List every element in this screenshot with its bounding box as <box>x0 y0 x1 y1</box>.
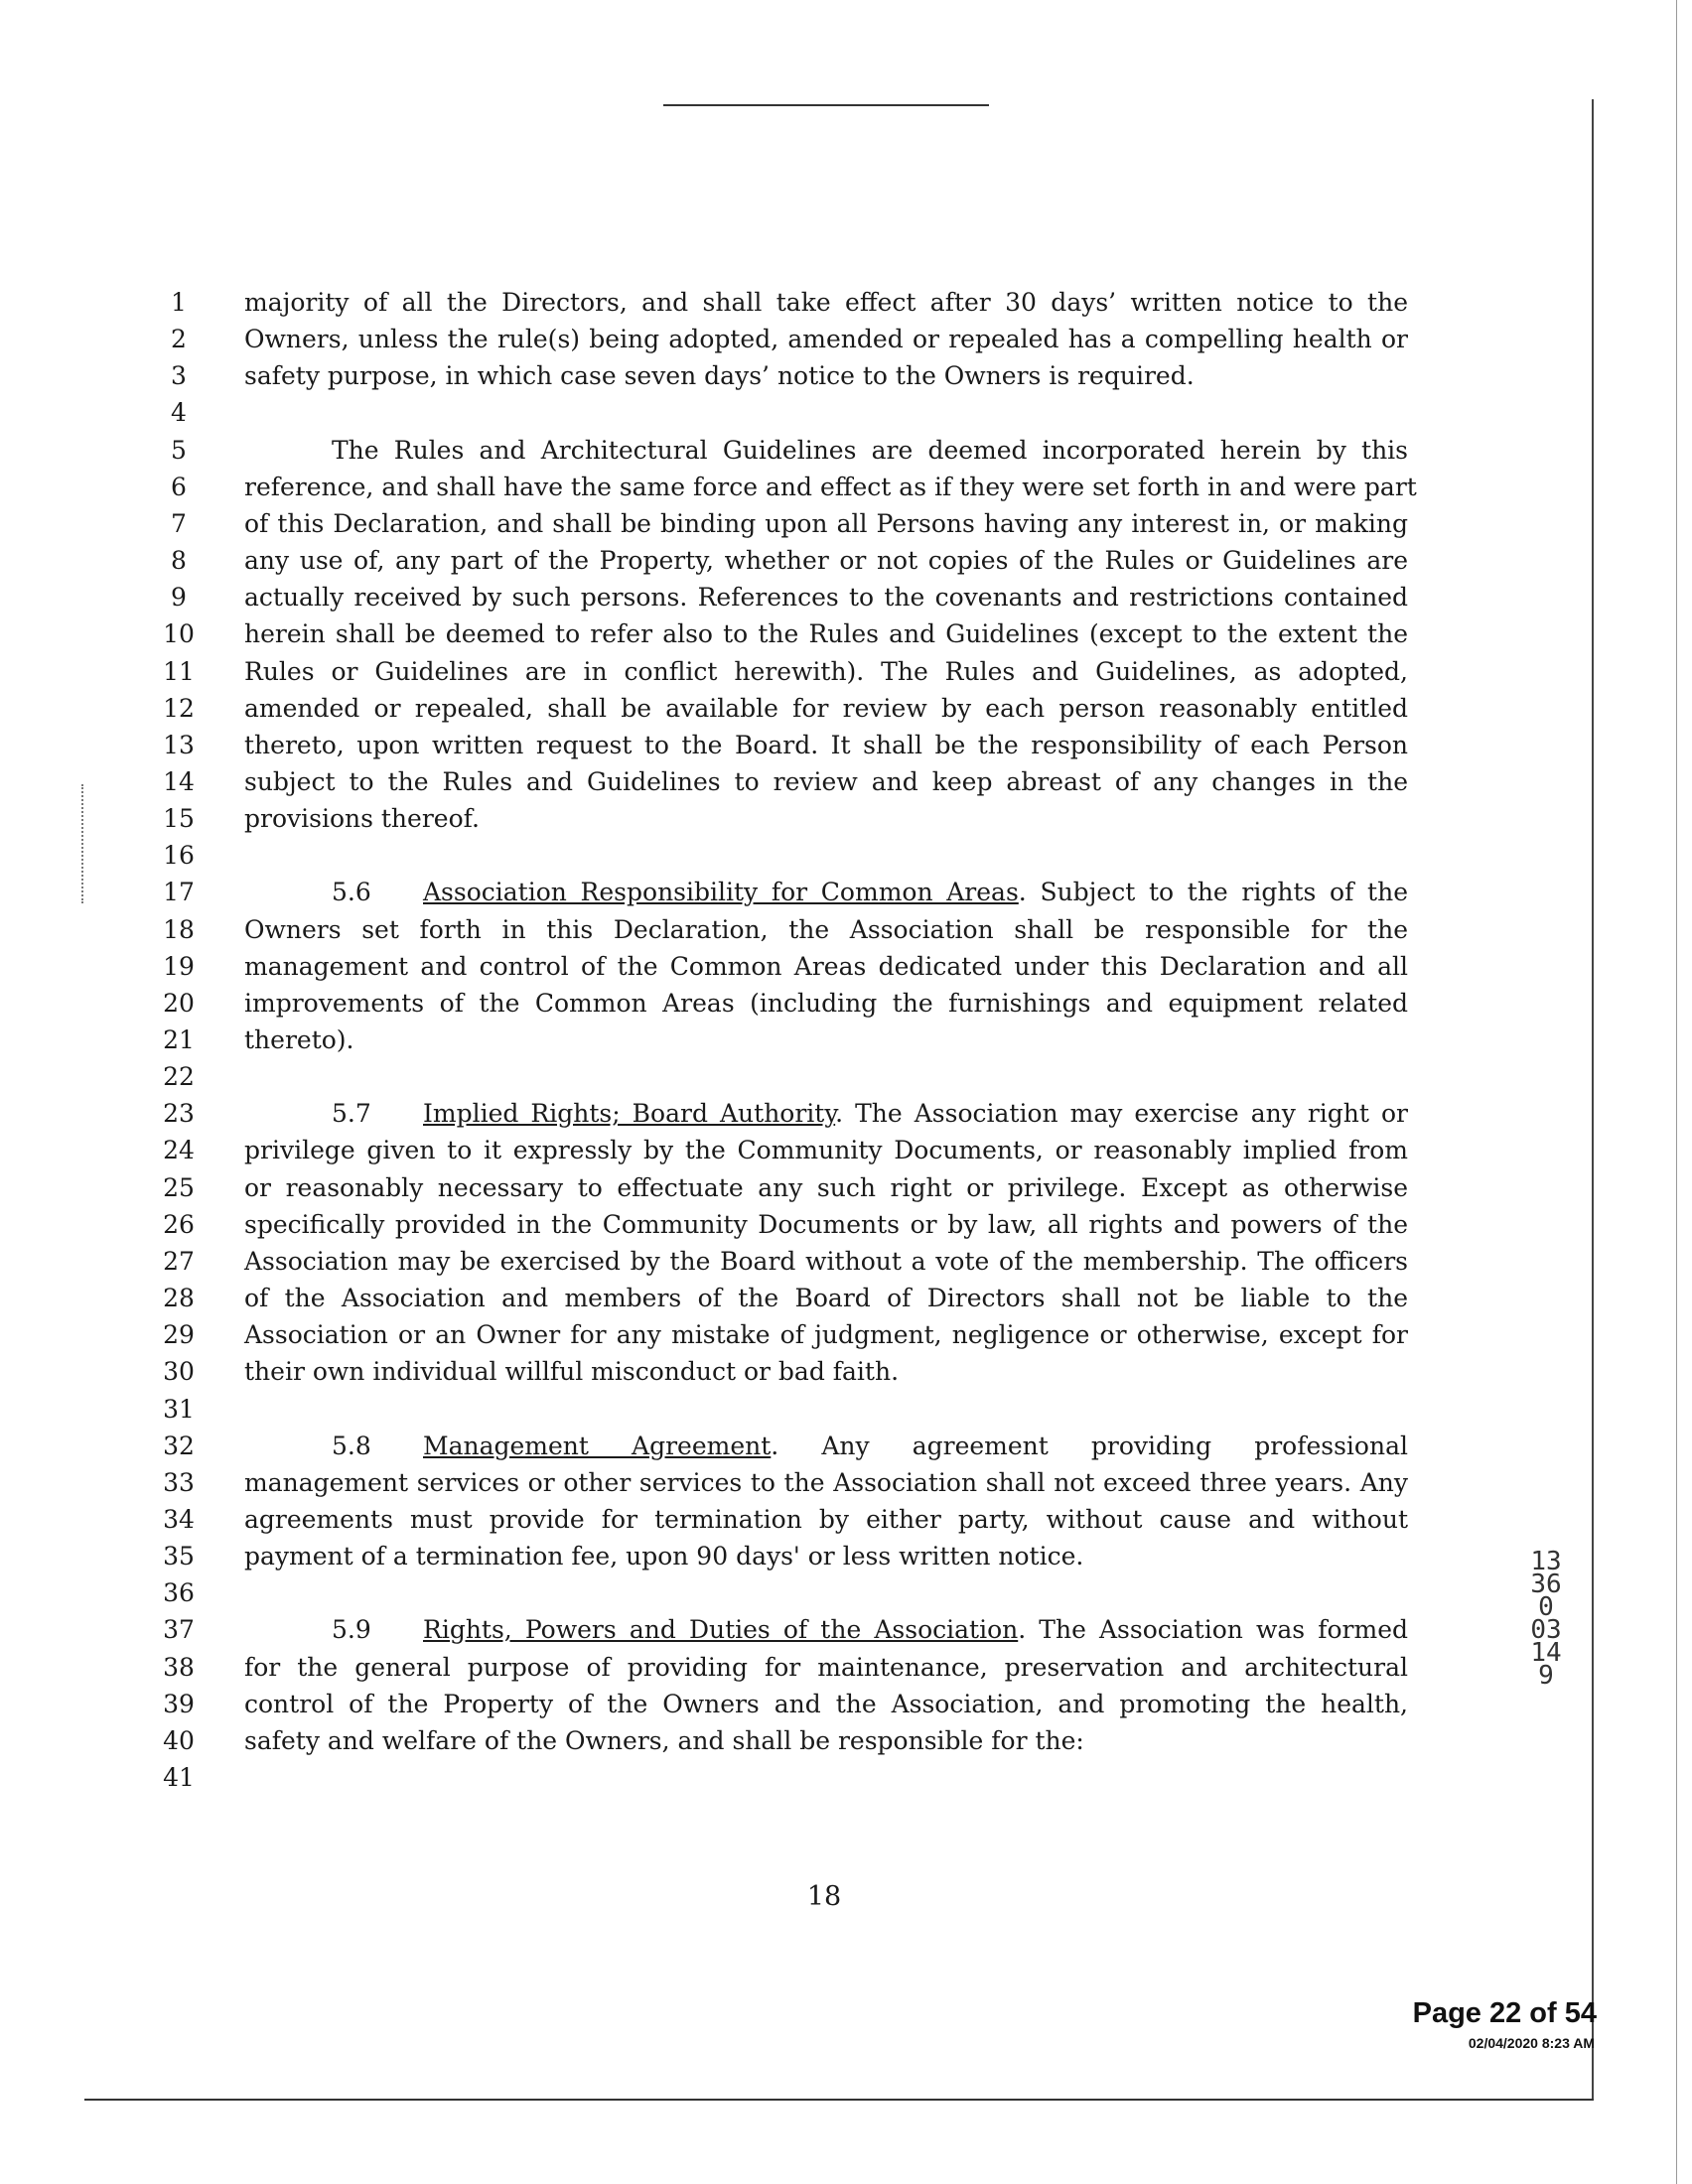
line-number: 20 <box>163 989 195 1018</box>
section-text: . The Association may exercise any right or <box>835 1099 1408 1128</box>
text-line: majority of all the Directors, and shall take effect after 30 days’ written notice to the <box>244 288 1408 317</box>
line-number: 35 <box>163 1542 195 1570</box>
line-number: 11 <box>163 657 195 686</box>
line-number: 1 <box>171 288 187 317</box>
line-number: 28 <box>163 1284 195 1312</box>
page-number: 18 <box>806 1881 842 1912</box>
line-number: 32 <box>163 1432 195 1460</box>
text-line: The Rules and Architectural Guidelines are deemed incorporated herein by this <box>332 436 1408 465</box>
section-number: 5.6 <box>332 878 371 906</box>
line-number: 17 <box>163 878 195 906</box>
line-number: 2 <box>171 325 187 353</box>
section-text: . Any agreement providing professional <box>771 1432 1408 1460</box>
text-line: improvements of the Common Areas (including the furnishings and equipment related <box>244 989 1408 1018</box>
line-number: 26 <box>163 1210 195 1239</box>
text-line: management and control of the Common Areas dedicated under this Declaration and all <box>244 952 1408 981</box>
text-line: control of the Property of the Owners and the Association, and promoting the health, <box>244 1690 1408 1718</box>
line-number: 7 <box>171 509 187 538</box>
text-line: agreements must provide for termination by either party, without cause and without <box>244 1505 1408 1534</box>
page-count-label: Page 22 of 54 <box>1412 1997 1597 2029</box>
recording-stamp: 13360 03149 <box>1530 1547 1562 1691</box>
text-line: of the Association and members of the Board of Directors shall not be liable to the <box>244 1284 1408 1312</box>
line-number: 31 <box>163 1395 195 1424</box>
text-line: safety and welfare of the Owners, and shall be responsible for the: <box>244 1726 1084 1755</box>
line-number: 18 <box>163 915 195 944</box>
section-heading-line <box>244 1428 1408 1464</box>
text-line: thereto). <box>244 1025 354 1054</box>
text-line: Rules or Guidelines are in conflict herewith). The Rules and Guidelines, as adopted, <box>244 657 1408 686</box>
line-number: 16 <box>163 841 195 870</box>
text-line: Owners set forth in this Declaration, the Association shall be responsible for the <box>244 915 1408 944</box>
text-line: reference, and shall have the same force and effect as if they were set forth in and were part <box>244 473 1417 501</box>
section-title: Rights, Powers and Duties of the Association <box>423 1615 1019 1644</box>
text-line: or reasonably necessary to effectuate any such right or privilege. Except as otherwise <box>244 1173 1408 1202</box>
line-number: 5 <box>171 436 187 465</box>
top-rule <box>663 104 989 106</box>
line-number: 37 <box>163 1615 195 1644</box>
line-number: 38 <box>163 1653 195 1682</box>
section-heading-line <box>244 874 1408 910</box>
line-number: 4 <box>171 398 187 427</box>
print-timestamp: 02/04/2020 8:23 AM <box>1468 2035 1595 2051</box>
text-line: management services or other services to the Association shall not exceed three years. Any <box>244 1468 1408 1497</box>
line-number: 22 <box>163 1062 195 1091</box>
line-number: 41 <box>163 1763 195 1792</box>
scan-marks-left <box>81 784 83 903</box>
scan-edge-far <box>1676 0 1677 2184</box>
line-number: 27 <box>163 1247 195 1276</box>
text-line: provisions thereof. <box>244 804 480 833</box>
line-number: 10 <box>163 619 195 648</box>
text-line: Association or an Owner for any mistake of judgment, negligence or otherwise, except for <box>244 1320 1408 1349</box>
text-line: any use of, any part of the Property, whether or not copies of the Rules or Guidelines are <box>244 546 1408 575</box>
line-number: 8 <box>171 546 187 575</box>
line-number: 33 <box>163 1468 195 1497</box>
line-number: 12 <box>163 694 195 723</box>
text-line: specifically provided in the Community Documents or by law, all rights and powers of the <box>244 1210 1408 1239</box>
line-number: 39 <box>163 1690 195 1718</box>
scan-edge-bottom <box>84 2099 1594 2101</box>
line-number: 36 <box>163 1578 195 1607</box>
text-line: of this Declaration, and shall be binding upon all Persons having any interest in, or making <box>244 509 1408 538</box>
line-number: 40 <box>163 1726 195 1755</box>
text-line: payment of a termination fee, upon 90 days' or less written notice. <box>244 1542 1084 1570</box>
section-number: 5.9 <box>332 1615 371 1644</box>
line-number: 21 <box>163 1025 195 1054</box>
text-line: amended or repealed, shall be available for review by each person reasonably entitled <box>244 694 1408 723</box>
line-number: 23 <box>163 1099 195 1128</box>
line-number: 24 <box>163 1136 195 1164</box>
text-line: subject to the Rules and Guidelines to review and keep abreast of any changes in the <box>244 767 1408 796</box>
line-number: 15 <box>163 804 195 833</box>
section-heading-line <box>244 1095 1408 1132</box>
line-number: 30 <box>163 1357 195 1386</box>
section-number: 5.7 <box>332 1099 371 1128</box>
text-line: safety purpose, in which case seven days’ notice to the Owners is required. <box>244 361 1195 390</box>
line-number: 34 <box>163 1505 195 1534</box>
line-number: 13 <box>163 731 195 759</box>
section-title: Management Agreement <box>423 1432 772 1460</box>
line-number: 25 <box>163 1173 195 1202</box>
section-heading-line <box>244 1611 1408 1648</box>
scan-edge-right <box>1592 99 1594 2100</box>
line-number: 9 <box>171 583 187 612</box>
text-line: Owners, unless the rule(s) being adopted, amended or repealed has a compelling health or <box>244 325 1408 353</box>
text-line: thereto, upon written request to the Board. It shall be the responsibility of each Person <box>244 731 1408 759</box>
section-number: 5.8 <box>332 1432 371 1460</box>
line-number: 29 <box>163 1320 195 1349</box>
section-title: Implied Rights; Board Authority <box>423 1099 836 1128</box>
text-line: Association may be exercised by the Board without a vote of the membership. The officers <box>244 1247 1408 1276</box>
line-number: 19 <box>163 952 195 981</box>
line-number: 6 <box>171 473 187 501</box>
text-line: actually received by such persons. References to the covenants and restrictions contained <box>244 583 1408 612</box>
text-line: herein shall be deemed to refer also to the Rules and Guidelines (except to the extent the <box>244 619 1408 648</box>
text-line: for the general purpose of providing for maintenance, preservation and architectural <box>244 1653 1408 1682</box>
text-line: privilege given to it expressly by the Community Documents, or reasonably implied from <box>244 1136 1408 1164</box>
section-text: . The Association was formed <box>1018 1615 1408 1644</box>
text-line: their own individual willful misconduct or bad faith. <box>244 1357 900 1386</box>
section-title: Association Responsibility for Common Areas <box>423 878 1019 906</box>
line-number: 14 <box>163 767 195 796</box>
section-text: . Subject to the rights of the <box>1018 878 1408 906</box>
line-number: 3 <box>171 361 187 390</box>
